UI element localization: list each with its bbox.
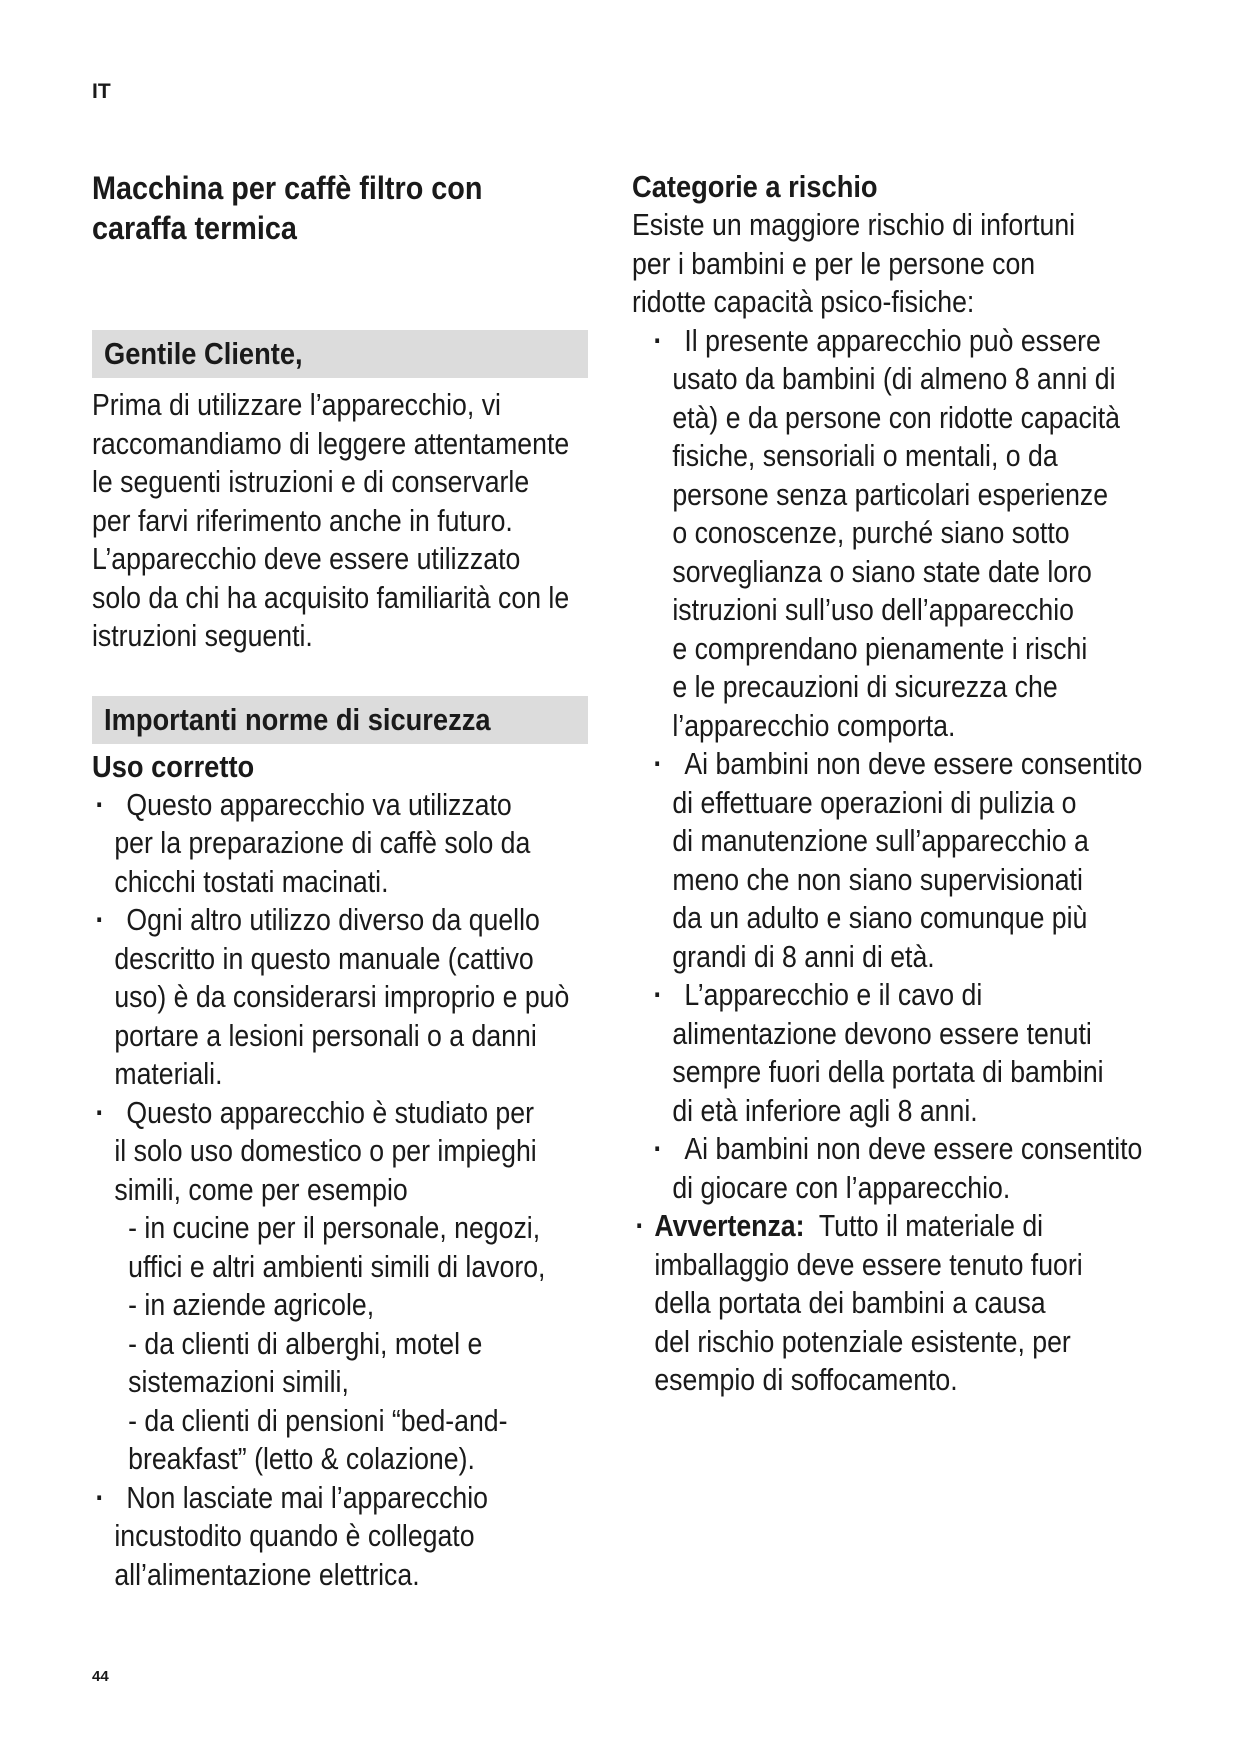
bullet-icon: ·: [653, 1131, 663, 1166]
sub-item-line: breakfast” (letto & colazione).: [128, 1441, 475, 1476]
item-line: sempre fuori della portata di bambini: [672, 1054, 1104, 1089]
item-line: Questo apparecchio è studiato per: [126, 1094, 534, 1130]
sub-item-line: - in aziende agricole,: [128, 1287, 375, 1322]
greeting-text: [92, 386, 588, 656]
item-line: materiali.: [114, 1056, 223, 1091]
item-line: di effettuare operazioni di pulizia o: [672, 784, 1077, 820]
item-line: incustodito quando è collegato: [114, 1518, 475, 1553]
title-line: caraffa termica: [92, 210, 297, 246]
item-line: Ai bambini non deve essere consentito: [684, 1131, 1143, 1166]
bullet-icon: ·: [95, 1094, 105, 1130]
item-line: Ai bambini non deve essere consentito: [684, 746, 1143, 781]
risk-heading: Categorie a rischio: [632, 169, 878, 204]
title-line: Macchina per caffè filtro con: [92, 170, 483, 206]
bullet-icon: ·: [653, 322, 663, 358]
item-line: L’apparecchio e il cavo di: [684, 977, 983, 1012]
item-line: grandi di 8 anni di età.: [672, 938, 935, 974]
list-item: [650, 976, 1152, 1130]
item-line: di giocare con l’apparecchio.: [672, 1169, 1011, 1205]
greeting-heading: Gentile Cliente,: [104, 336, 303, 371]
warning-line: della portata dei bambini a causa: [654, 1285, 1046, 1320]
item-line: età) e da persone con ridotte capacità: [672, 399, 1120, 435]
item-line: usato da bambini (di almeno 8 anni di: [672, 361, 1116, 396]
safety-subheading: Uso corretto: [92, 748, 255, 784]
safety-heading-band: [92, 696, 588, 744]
sub-item-line: - da clienti di pensioni “bed-and-: [128, 1402, 508, 1438]
sub-list: [92, 1209, 587, 1479]
item-line: Il presente apparecchio può essere: [684, 322, 1101, 358]
sub-item-line: - da clienti di alberghi, motel e: [128, 1325, 483, 1361]
greeting-line: istruzioni seguenti.: [92, 618, 313, 653]
risk-intro-line: ridotte capacità psico-fisiche:: [632, 284, 975, 319]
warning-line: del rischio potenziale esistente, per: [654, 1323, 1071, 1359]
item-line: meno che non siano supervisionati: [672, 861, 1083, 897]
risk-intro-line: per i bambini e per le persone con: [632, 245, 1036, 281]
item-line: uso) è da considerarsi improprio e può: [114, 979, 570, 1014]
sub-item-line: sistemazioni simili,: [128, 1364, 349, 1399]
item-line: da un adulto e siano comunque più: [672, 900, 1088, 935]
item-line: di età inferiore agli 8 anni.: [672, 1092, 978, 1128]
bullet-icon: ·: [635, 1208, 645, 1243]
item-line: il solo uso domestico o per impieghi: [114, 1133, 537, 1168]
item-line: simili, come per esempio: [114, 1171, 408, 1207]
safety-list: [92, 786, 588, 1595]
greeting-line: le seguenti istruzioni e di conservarle: [92, 464, 530, 499]
item-line: all’alimentazione elettrica.: [114, 1556, 420, 1592]
item-line: e comprendano pienamente i rischi: [672, 630, 1088, 666]
page-number: 44: [92, 1668, 109, 1685]
warning-label: Avvertenza:: [654, 1208, 805, 1243]
item-line: e le precauzioni di sicurezza che: [672, 669, 1058, 704]
right-column: [632, 168, 1152, 1400]
safety-heading: Importanti norme di sicurezza: [104, 701, 491, 737]
list-item: [92, 1479, 588, 1595]
list-item: [92, 901, 588, 1094]
list-item: [92, 1094, 588, 1210]
warning-line: esempio di soffocamento.: [654, 1362, 958, 1397]
page-title: [92, 168, 587, 248]
bullet-icon: ·: [95, 1479, 105, 1515]
list-item: [650, 745, 1152, 976]
item-line: l’apparecchio comporta.: [672, 707, 956, 743]
warning-line: imballaggio deve essere tenuto fuori: [654, 1246, 1083, 1282]
sub-item-line: - in cucine per il personale, negozi,: [128, 1210, 541, 1245]
item-line: o conoscenze, purché siano sotto: [672, 515, 1070, 550]
item-line: fisiche, sensoriali o mentali, o da: [672, 438, 1058, 473]
item-line: di manutenzione sull’apparecchio a: [672, 823, 1089, 858]
greeting-line: solo da chi ha acquisito familiarità con le: [92, 579, 570, 615]
greeting-line: raccomandiamo di leggere attentamente: [92, 425, 570, 461]
left-column: [92, 168, 588, 1594]
item-line: Ogni altro utilizzo diverso da quello: [126, 902, 540, 937]
item-line: Non lasciate mai l’apparecchio: [126, 1479, 488, 1515]
item-line: per la preparazione di caffè solo da: [114, 825, 531, 860]
bullet-icon: ·: [95, 902, 105, 937]
item-line: sorveglianza o siano state date loro: [672, 553, 1092, 589]
item-line: Questo apparecchio va utilizzato: [126, 786, 512, 822]
item-line: chicchi tostati macinati.: [114, 863, 389, 899]
warning-item: [632, 1207, 1152, 1400]
item-line: descritto in questo manuale (cattivo: [114, 940, 534, 976]
item-line: alimentazione devono essere tenuti: [672, 1015, 1092, 1051]
bullet-icon: ·: [653, 977, 663, 1012]
item-line: istruzioni sull’uso dell’apparecchio: [672, 592, 1074, 627]
list-item: [92, 786, 588, 902]
list-item: [650, 322, 1152, 746]
greeting-heading-band: [92, 330, 588, 378]
language-label: IT: [92, 80, 111, 103]
item-line: persone senza particolari esperienze: [672, 476, 1109, 512]
bullet-icon: ·: [95, 786, 105, 822]
warning-line: Tutto il materiale di: [818, 1208, 1044, 1243]
greeting-line: L’apparecchio deve essere utilizzato: [92, 541, 521, 576]
greeting-line: per farvi riferimento anche in futuro.: [92, 502, 513, 538]
risk-list: [650, 322, 1152, 1208]
list-item: [650, 1130, 1152, 1207]
sub-item-line: uffici e altri ambienti simili di lavoro,: [128, 1248, 546, 1284]
greeting-line: Prima di utilizzare l’apparecchio, vi: [92, 387, 501, 422]
bullet-icon: ·: [653, 746, 663, 781]
risk-intro-line: Esiste un maggiore rischio di infortuni: [632, 207, 1076, 242]
item-line: portare a lesioni personali o a danni: [114, 1017, 537, 1053]
